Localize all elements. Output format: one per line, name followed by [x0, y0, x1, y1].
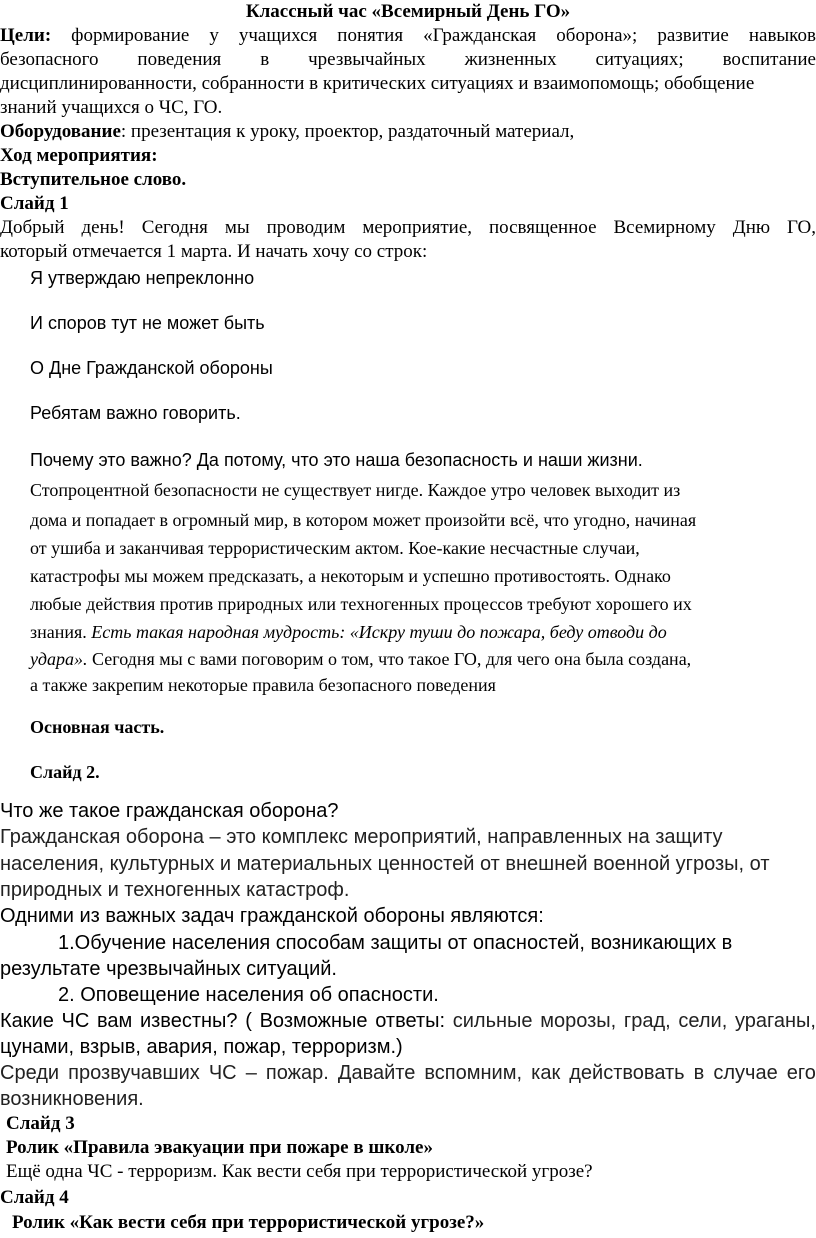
main-heading-text: Основная часть. [30, 717, 165, 737]
goals-line-4: знаний учащихся о ЧС, ГО. [0, 97, 223, 118]
slide4-video [12, 1211, 484, 1235]
poem-line-2: И споров тут не может быть [30, 313, 265, 333]
why-line-1: Почему это важно? Да потому, что это наша безопасность и наши жизни. [30, 450, 643, 470]
slide2-def-3: природных и техногенных катастроф. [0, 879, 350, 901]
word: вспомним, [424, 1062, 523, 1084]
word: ( [245, 1010, 252, 1032]
word: у [209, 25, 219, 46]
slide1-line-1 [0, 216, 816, 240]
word: поведения [137, 49, 222, 70]
slide2-task-1b: результате чрезвычайных ситуаций. [0, 958, 337, 980]
word: Добрый [0, 217, 65, 238]
why-line-5: катастрофы мы можем предсказать, а некоторым и успешно противостоять. Однако [30, 566, 671, 586]
word: случае [713, 1062, 778, 1084]
word: понятия [337, 25, 404, 46]
slide1-heading [0, 192, 69, 216]
word: мы [224, 217, 250, 238]
word: мероприятие, [362, 217, 473, 238]
word: Возможные [259, 1010, 368, 1032]
word: воспитание [722, 49, 816, 70]
course-heading [0, 144, 158, 168]
proverb-text: Есть такая народная мудрость: «Искру туши до пожара, беду отводи до [91, 622, 667, 642]
goals-line-1 [0, 24, 816, 48]
word: в [693, 1062, 705, 1084]
word: формирование [71, 25, 190, 46]
why-line-8 [30, 647, 691, 671]
slide2-known-b: цунами, взрыв, авария, пожар, терроризм.) [0, 1036, 403, 1058]
word: ГО, [787, 217, 816, 238]
word: навыков [748, 25, 816, 46]
word: – [245, 1062, 257, 1084]
poem-line-4: Ребятам важно говорить. [30, 403, 241, 423]
equipment-label: Оборудование [0, 121, 121, 142]
word: прозвучавших [68, 1062, 200, 1084]
word: ураганы, [734, 1010, 816, 1032]
poem-line-1: Я утверждаю непреклонно [30, 268, 255, 288]
word: в [260, 49, 270, 70]
proverb-text-end: удара». [30, 649, 88, 669]
slide2-task-1a: 1.Обучение населения способам защиты от опасностей, возникающих в [58, 932, 733, 954]
word: день! [81, 217, 125, 238]
slide3-text: Ещё одна ЧС - терроризм. Как вести себя при террористической угрозе? [6, 1161, 593, 1182]
slide2-def-2: населения, культурных и материальных ценностей от внешней военной угрозы, от [0, 853, 770, 875]
word: известны? [139, 1010, 238, 1032]
word: ЧС [61, 1010, 90, 1032]
word: посвященное [488, 217, 597, 238]
word: чрезвычайных [308, 49, 426, 70]
slide2-known-a [0, 1008, 816, 1034]
word: Дню [732, 217, 771, 238]
word: жизненных [464, 49, 557, 70]
slide2-question: Что же такое гражданская оборона? [0, 800, 339, 822]
slide2-heading [30, 760, 100, 784]
word: ответы: [375, 1010, 446, 1032]
slide4-heading-text: Слайд 4 [0, 1187, 69, 1208]
word: вам [96, 1010, 133, 1032]
word: безопасного [0, 49, 99, 70]
slide3-video-text: Ролик «Правила эвакуации при пожаре в школе» [6, 1137, 433, 1158]
word: проводим [266, 217, 346, 238]
word: сильные [452, 1010, 533, 1032]
goals-line-3: дисциплинированности, собранности в критических ситуациях и взаимопомощь; обобщение [0, 73, 755, 94]
why-line-4: от ушиба и заканчивая террористическим актом. Кое-какие несчастные случаи, [30, 538, 640, 558]
equipment-text: : презентация к уроку, проектор, раздаточный материал, [120, 121, 575, 142]
title-text: Классный час «Всемирный День ГО» [245, 1, 571, 22]
word: Среди [0, 1062, 60, 1084]
poem-line-3: О Дне Гражданской обороны [30, 358, 273, 378]
slide2-task-2: 2. Оповещение населения об опасности. [58, 984, 439, 1006]
word: Сегодня [141, 217, 208, 238]
word: учащихся [238, 25, 318, 46]
slide4-video-text: Ролик «Как вести себя при террористической угрозе?» [12, 1212, 485, 1233]
word: ситуациях; [595, 49, 684, 70]
word: развитие [657, 25, 729, 46]
word: сели, [678, 1010, 728, 1032]
slide3-heading [6, 1112, 75, 1136]
slide1-heading-text: Слайд 1 [0, 193, 69, 214]
why-line-6: любые действия против природных или техногенных процессов требуют хорошего их [30, 594, 692, 614]
slide3-video [6, 1136, 433, 1160]
why-line-2: Стопроцентной безопасности не существует нигде. Каждое утро человек выходит из [30, 480, 681, 500]
slide4-heading [0, 1186, 69, 1210]
slide3-heading-text: Слайд 3 [6, 1113, 75, 1134]
word: оборона»; [556, 25, 638, 46]
intro-heading [0, 168, 186, 192]
why-line-7 [30, 620, 667, 644]
word: ЧС [208, 1062, 237, 1084]
word: как [531, 1062, 561, 1084]
slide2-heading-text: Слайд 2. [30, 762, 100, 782]
goals-label: Цели: [0, 25, 52, 46]
word: действовать [569, 1062, 685, 1084]
slide2-tasks: Одними из важных задач гражданской обороны являются: [0, 905, 544, 927]
goals-line-2 [0, 48, 816, 72]
word: пожар. [265, 1062, 329, 1084]
text-span: знания. [30, 622, 92, 642]
slide1-line-2: который отмечается 1 марта. И начать хочу со строк: [0, 241, 428, 262]
word: Какие [0, 1010, 54, 1032]
course-heading-text: Ход мероприятия: [0, 145, 158, 166]
word: его [786, 1062, 816, 1084]
word: «Гражданская [423, 25, 537, 46]
word: град, [623, 1010, 671, 1032]
word: Давайте [337, 1062, 416, 1084]
slide2-fire-a [0, 1060, 816, 1086]
text-span: Сегодня мы с вами поговорим о том, что такое ГО, для чего она была создана, [87, 649, 692, 669]
document-title [0, 0, 816, 24]
word: Всемирному [613, 217, 716, 238]
slide2-def-1: Гражданская оборона – это комплекс мероприятий, направленных на защиту [0, 826, 723, 848]
why-line-3: дома и попадает в огромный мир, в котором может произойти всё, что угодно, начиная [30, 510, 697, 530]
intro-heading-text: Вступительное слово. [0, 169, 187, 190]
equipment-line [0, 120, 574, 144]
main-heading [30, 715, 164, 739]
why-line-9: а также закрепим некоторые правила безопасного поведения [30, 675, 496, 695]
slide2-fire-b: возникновения. [0, 1088, 144, 1110]
word: морозы, [540, 1010, 617, 1032]
